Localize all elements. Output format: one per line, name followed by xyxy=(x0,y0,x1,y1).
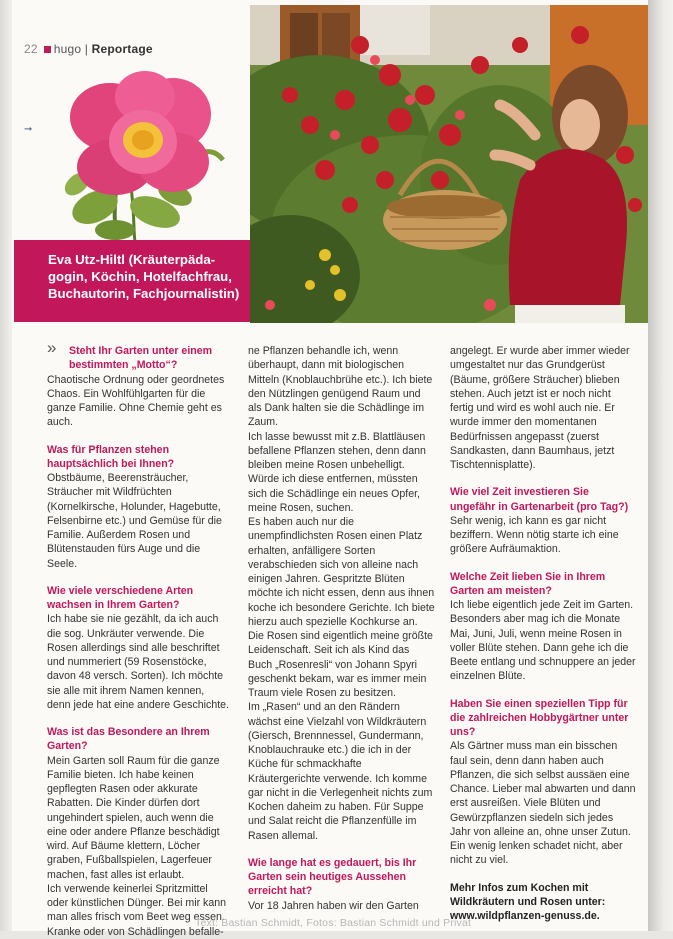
interview-question: Was für Pflanzen stehen hauptsächlich bei Ihnen? xyxy=(47,443,175,470)
interview-question: Wie lange hat es gedauert, bis Ihr Garten sein heutiges Aussehen erreicht hat? xyxy=(248,856,417,898)
caption-line: Eva Utz-Hiltl (Kräuterpäda- xyxy=(48,252,216,267)
interview-answer: Ich liebe eigentlich jede Zeit im Garten. Besonders aber mag ich die Monate Mai, Juni, Juli, wenn meine Rosen in voller Blüte stehen. Dann gehe ich die Beete entlang und schnuppere an jeder einzelnen Blüte. xyxy=(450,599,636,683)
interview-answer: Als Gärtner muss man ein bisschen faul sein, denn dann haben auch Pflanzen, die sich selbst aussäen eine Chance. Lieber mal abwarten und dann erst ausreißen. Viele Blüten und Gewürzpflanzen siedeln sich jedes Jahr von alleine an, ohne unser Zutun. Ein wenig lenken schadet nicht, aber nicht zu viel. xyxy=(450,740,636,867)
magazine-name: hugo xyxy=(53,42,82,56)
garden-photo xyxy=(250,5,648,323)
page-number: 22 xyxy=(24,42,38,56)
interview-answer: Es haben auch nur die unempfindlichsten Rosen einen Platz erhalten, anfälligere Sorten verabschieden sich von alleine nach einigen Jahren. Gespritzte Blüten möchte ich nicht essen, denn aus ihnen koche ich besondere Gerichte. Ich biete hierzu auch spezielle Kochkurse an. Die Rosen sind eigentlich meine größte Leidenschaft. Seit ich als Kind das Buch „Rosenresli“ von Johann Spyri geschenkt bekam, war es immer mein Traum viele Rosen zu besitzen. xyxy=(248,516,435,699)
article-column-3 xyxy=(450,344,636,923)
page-gutter xyxy=(0,0,12,931)
rose-flower-image xyxy=(55,62,230,242)
caption-line: gogin, Köchin, Hotelfachfrau, xyxy=(48,269,232,284)
interview-question: Wie viel Zeit investieren Sie ungefähr in Gartenarbeit (pro Tag?) xyxy=(450,486,629,513)
interview-question: Welche Zeit lieben Sie in Ihrem Garten am meisten? xyxy=(450,570,606,597)
more-info-link[interactable]: Mehr Infos zum Kochen mit Wildkräutern und Rosen unter: www.wildpflanzen-genuss.de. xyxy=(450,881,606,922)
interview-answer: Vor 18 Jahren haben wir den Garten xyxy=(248,899,419,912)
pointer-arrow-icon: ➞ xyxy=(24,124,33,135)
interview-question: » Steht Ihr Garten unter einem bestimmten „Motto“? xyxy=(47,344,230,373)
article-column-2 xyxy=(248,344,435,913)
page-edge-shadow xyxy=(648,0,673,931)
article-column-1 xyxy=(47,344,230,939)
brand-square-icon xyxy=(44,46,51,53)
page-header: 22 hugo | Reportage xyxy=(24,42,153,56)
interview-answer: Sehr wenig, ich kann es gar nicht beziffern. Wenn nötig starte ich eine größere Aufräumaktion. xyxy=(450,514,619,556)
interview-question: Wie viele verschiedene Arten wachsen in Ihrem Garten? xyxy=(47,584,194,611)
caption-line: Buchautorin, Fachjournalistin) xyxy=(48,286,240,301)
interview-answer: Ich lasse bewusst mit z.B. Blattläusen befallene Pflanzen stehen, denn dann bleiben meine Rosen unbehelligt. Würde ich diese entfernen, müssten sich die Schädlinge ein neues Opfer, meine Rosen, suchen. xyxy=(248,430,426,514)
photo-credit: Text: Bastian Schmidt, Fotos: Bastian Schmidt und Privat xyxy=(195,917,472,929)
interview-question: Was ist das Besondere an Ihrem Garten? xyxy=(47,726,210,753)
interview-answer: angelegt. Er wurde aber immer wieder umgestaltet nur das Grundgerüst (Bäume, größere Sträucher) blieben stehen. Auch jetzt ist er noch nicht fertig und wird es wohl auch nie. Er wurde immer den momentanen Bedürfnissen angepasst (zuerst Sandkasten, dann Baumhaus, jetzt Tischtennisplatte). xyxy=(450,345,630,471)
section-name: Reportage xyxy=(91,42,153,56)
interview-answer: Im „Rasen“ und an den Rändern wächst eine Vielzahl von Wildkräutern (Giersch, Brennnessel, Gundermann, Knoblauchrauke etc.) die ich in der Küche für schmackhafte Kräutergerichte verwende. Ich komme gar nicht in die Verlegenheit nichts zum Kochen daheim zu haben. Für Suppe und Salat reicht die Pflanzenfülle im Rasen allemal. xyxy=(248,701,433,842)
portrait-caption xyxy=(14,240,250,322)
interview-answer: Mein Garten soll Raum für die ganze Familie bieten. Ich habe keinen gepflegten Rasen oder akkurate Rabatten. Die Kinder dürfen dort ungehindert spielen, auch wenn die eine oder andere Pflanze beschädigt wird. Auf Bäume klettern, Löcher graben, Fußballspielen, Lagerfeuer machen, fast alles ist erlaubt. xyxy=(47,754,220,881)
interview-answer: Obstbäume, Beerensträucher, Sträucher mit Wildfrüchten (Kornelkirsche, Holunder, Hagebutte, Felsenbirne etc.) und Gemüse für die Familie. Außerdem Rosen und Blütenstauden fürs Auge und die Seele. xyxy=(47,472,222,570)
interview-answer: Ich verwende keinerlei Spritzmittel oder künstlichen Dünger. Bei mir kann man alles frisch vom Beet weg essen. Kranke oder von Schädlingen befalle- xyxy=(47,882,227,938)
interview-answer: ne Pflanzen behandle ich, wenn überhaupt, dann mit biologischen Mitteln (Knoblauchbrühe etc.). Ich biete den Nützlingen genügend Raum und als Dank halten sie die Schädlinge im Zaum. xyxy=(248,345,433,429)
interview-answer: Chaotische Ordnung oder geordnetes Chaos. Ein Wohlfühlgarten für die ganze Familie. Ohne Chemie geht es auch. xyxy=(47,373,225,429)
interview-question: Haben Sie einen speziellen Tipp für die zahlreichen Hobbygärtner unter uns? xyxy=(450,697,629,738)
interview-answer: Ich habe sie nie gezählt, da ich auch die sog. Unkräuter verwende. Die Rosen allerdings sind alle beschriftet und nummeriert (59 Rosenstöcke, davon 48 versch. Sorten). Ich möchte sie alle mit ihrem Namen kennen, denn jede hat eine andere Geschichte. xyxy=(47,613,229,711)
